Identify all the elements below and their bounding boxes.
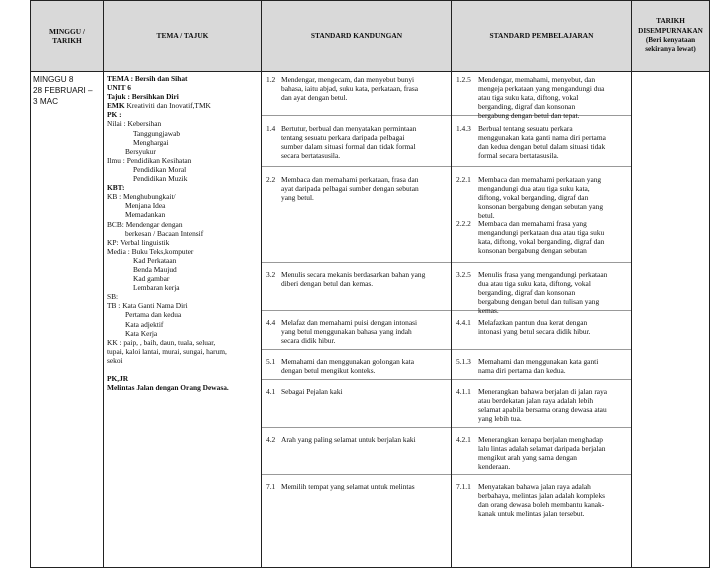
sk-item-number: 1.2 — [266, 75, 276, 84]
sk-separator — [262, 474, 451, 475]
sp-item-number: 2.2.2 — [456, 219, 471, 228]
tema-line-text: Melintas Jalan dengan Orang Dewasa. — [107, 383, 229, 393]
sp-item-number: 5.1.3 — [456, 357, 471, 366]
tema-line — [107, 138, 258, 147]
tema-line-text: SB: — [107, 292, 119, 302]
tema-line-rest: Kreativiti dan Inovatif,TMK — [124, 101, 211, 111]
sp-item-line: mengandungi perkataan dua atau tiga suku — [478, 228, 605, 238]
tema-line — [107, 283, 258, 292]
tema-line-text: PK : — [107, 110, 122, 120]
sp-item-text — [478, 124, 628, 160]
tema-line-text: berkesan / Bacaan Intensif — [125, 228, 204, 238]
tema-line — [107, 156, 258, 165]
sp-item-text — [478, 219, 628, 255]
sp-item-line: Menulis frasa yang mengandungi perkataan — [478, 270, 608, 279]
tema-line-text: Pendidikan Muzik — [133, 174, 188, 184]
header-tarikh-line-1: TARIKH — [656, 17, 685, 26]
tema-line-text: Kata Kerja — [125, 328, 158, 338]
sk-item — [266, 75, 448, 102]
header-tarikh-line-3: (Beri kenyataan — [645, 36, 696, 44]
sp-item-number: 2.2.1 — [456, 175, 471, 184]
sp-item-line: mengeja perkataan yang mengandungi dua — [478, 84, 605, 94]
sp-item-number: 3.2.5 — [456, 270, 471, 279]
tarikh-disempurnakan-cell — [632, 72, 710, 568]
sk-item-line: diberi dengan betul dan kemas. — [281, 279, 374, 289]
sk-item — [266, 318, 448, 345]
tema-line-text: EMK — [107, 101, 125, 111]
week-date-end: 3 MAC — [33, 97, 59, 106]
tema-line-text: Tanggungjawab — [133, 128, 181, 138]
sp-item — [456, 175, 628, 220]
tema-cell — [104, 72, 262, 568]
tema-line-text: Tajuk : Bersihkan Diri — [107, 92, 179, 102]
tema-line-text: Nilai : Kebersihan — [107, 119, 162, 129]
sp-separator — [452, 474, 631, 475]
sp-item — [456, 482, 628, 518]
sk-item-line: secara didik hibur. — [281, 336, 336, 346]
tema-line — [107, 383, 258, 392]
sp-item-number: 4.1.1 — [456, 387, 471, 396]
sp-item — [456, 270, 628, 315]
header-tarikh-disempurnakan — [632, 1, 710, 72]
sp-item-line: bergabung dengan betul dan tulisan yang — [478, 297, 600, 307]
tema-line-text: KB : Menghubungkait/ — [107, 192, 176, 202]
week-date-start: 28 FEBRUARI – — [33, 86, 93, 95]
sp-separator — [452, 427, 631, 428]
sk-item-line: Mendengar, mengecam, dan menyebut bunyi — [281, 75, 415, 84]
sk-item-number: 4.1 — [266, 387, 276, 396]
sp-item-text — [478, 75, 628, 120]
tema-line — [107, 365, 258, 374]
week-label: MINGGU 8 — [33, 75, 74, 84]
sp-item-line: Menerangkan kenapa berjalan menghadap — [478, 435, 603, 444]
sk-item-line: Sebagai Pejalan kaki — [281, 387, 343, 396]
sp-item-line: Membaca dan memahami perkataan yang — [478, 175, 602, 184]
tema-line — [107, 220, 258, 229]
sp-item-line: nama diri pertama dan kedua. — [478, 366, 566, 376]
tema-line — [107, 210, 258, 219]
tema-line-text: Kad Perkataan — [133, 255, 177, 265]
tema-line-text — [107, 365, 109, 374]
tema-line — [107, 320, 258, 329]
sk-separator — [262, 262, 451, 263]
tema-line-text: Ilmu : Pendidikan Kesihatan — [107, 155, 192, 165]
header-standard-pembelajaran: STANDARD PEMBELAJARAN — [452, 1, 632, 72]
sp-item-line: lalu lintas adalah selamat daripada berjalan — [478, 444, 606, 454]
sk-item-line: dan ayat dengan betul. — [281, 93, 348, 103]
tema-line-text: Kad gambar — [133, 274, 170, 284]
tema-line — [107, 338, 258, 347]
sk-separator — [262, 427, 451, 428]
tema-line-text: tupai, kaloi lantai, murai, sungai, harum, — [107, 346, 227, 356]
sp-item-line: mengandungi dua atau tiga suku kata, — [478, 184, 590, 194]
sk-item — [266, 435, 448, 444]
sk-item-number: 5.1 — [266, 357, 276, 366]
tema-line — [107, 165, 258, 174]
sk-separator — [262, 166, 451, 167]
tema-line — [107, 229, 258, 238]
sp-item-number: 4.2.1 — [456, 435, 471, 444]
sp-item-text — [478, 387, 628, 423]
sp-item — [456, 219, 628, 255]
tema-line — [107, 101, 258, 110]
sp-item-text — [478, 270, 628, 315]
sp-item-line: berganding, digraf dan konsonan — [478, 288, 576, 298]
sk-item-line: bahasa, iaitu abjad, suku kata, perkataan, frasa — [281, 84, 419, 94]
sp-item-line: kemas. — [478, 306, 499, 316]
sk-item-number: 4.2 — [266, 435, 276, 444]
sk-item-text — [281, 124, 448, 160]
tema-line — [107, 74, 258, 83]
tema-line — [107, 265, 258, 274]
sk-item-number: 3.2 — [266, 270, 276, 279]
sk-item-line: secara bertatasusila. — [281, 151, 341, 161]
sk-separator — [262, 349, 451, 350]
sk-item-line: Arah yang paling selamat untuk berjalan kaki — [281, 435, 416, 444]
sp-item-line: dan kedua dengan betul dalam situasi tidak — [478, 142, 606, 152]
sp-item-line: Mendengar, memahami, menyebut, dan — [478, 75, 596, 84]
sk-item-line: Membaca dan memahami perkataan, frasa dan — [281, 175, 419, 184]
tema-line — [107, 129, 258, 138]
sk-item-line: sumber dalam situasi formal dan tidak formal — [281, 142, 416, 152]
tema-line — [107, 92, 258, 101]
sp-item-number: 1.4.3 — [456, 124, 471, 133]
tema-line — [107, 174, 258, 183]
tema-line — [107, 310, 258, 319]
standard-pembelajaran-cell — [452, 72, 632, 568]
sp-item-line: Memahami dan menggunakan kata ganti — [478, 357, 599, 366]
sk-item — [266, 482, 448, 491]
sk-item-line: Memahami dan menggunakan golongan kata — [281, 357, 414, 366]
week-cell — [31, 72, 104, 568]
sk-separator — [262, 310, 451, 311]
header-tema-tajuk: TEMA / TAJUK — [104, 1, 262, 72]
tema-line-text: PK,JR — [107, 374, 129, 384]
sp-item-line: kanak untuk melintas jalan tersebut. — [478, 509, 585, 519]
tema-line — [107, 256, 258, 265]
tema-line — [107, 110, 258, 119]
sp-item — [456, 124, 628, 160]
tema-line-text: KBT: — [107, 183, 125, 193]
sp-item-line: dan orang dewasa boleh membantu kanak- — [478, 500, 605, 510]
sp-item-line: berganding, digraf dan konsonan — [478, 102, 576, 112]
sp-item — [456, 75, 628, 120]
tema-line — [107, 119, 258, 128]
sp-item-line: bergabung dengan betul dan tepat. — [478, 111, 580, 121]
sp-item-line: formal secara bertatasusila. — [478, 151, 559, 161]
sp-item-line: berbahaya, melintas jalan adalah kompleks — [478, 491, 606, 501]
tema-line-text: BCB: Mendengar dengan — [107, 219, 183, 229]
tema-line-text: Kata adjektif — [125, 319, 164, 329]
tema-line — [107, 83, 258, 92]
sk-item — [266, 175, 448, 202]
sp-item-line: diftong, vokal berganding, digraf dan — [478, 193, 589, 203]
sp-item-number: 7.1.1 — [456, 482, 471, 491]
sp-item — [456, 318, 628, 336]
tema-line — [107, 247, 258, 256]
tema-line — [107, 356, 258, 365]
sk-item-number: 4.4 — [266, 318, 276, 327]
sk-item-line: Memilih tempat yang selamat untuk melintas — [281, 482, 415, 491]
sk-item-line: Bertutur, berbual dan menyatakan permintaan — [281, 124, 417, 133]
lesson-plan-table — [30, 0, 710, 568]
sp-item — [456, 357, 628, 375]
header-tarikh-line-4: sekiranya lewat) — [645, 45, 696, 54]
sp-item-text — [478, 318, 628, 336]
tema-line — [107, 274, 258, 283]
header-tarikh-line-2: DISEMPURNAKAN — [638, 26, 703, 35]
sp-item-line: konsonan bergabung dengan sebutan — [478, 246, 587, 256]
sp-item-number: 1.2.5 — [456, 75, 471, 84]
sp-separator — [452, 349, 631, 350]
sp-item-text — [478, 357, 628, 375]
sk-item-line: yang betul menggunakan bahasa yang indah — [281, 327, 412, 337]
sp-separator — [452, 379, 631, 380]
sp-item-text — [478, 435, 628, 471]
sk-item-text — [281, 482, 448, 491]
sk-item-text — [281, 357, 448, 375]
tema-line-text: Menjana Idea — [125, 201, 166, 211]
header-tarikh-line: TARIKH — [52, 36, 82, 45]
tema-line — [107, 374, 258, 383]
tema-line-text: TB : Kata Ganti Nama Diri — [107, 301, 188, 311]
sp-item — [456, 435, 628, 471]
sp-item-line: atau berdekatan jalan raya adalah lebih — [478, 396, 594, 406]
tema-line-text: Pertama dan kedua — [125, 310, 182, 320]
tema-line — [107, 301, 258, 310]
sp-item — [456, 387, 628, 423]
header-minggu-tarikh — [31, 1, 104, 72]
tema-line — [107, 347, 258, 356]
sp-separator — [452, 166, 631, 167]
tema-line-text: Menghargai — [133, 137, 169, 147]
tema-line-text: TEMA : Bersih dan Sihat — [107, 74, 188, 83]
sk-item — [266, 270, 448, 288]
sp-separator — [452, 262, 631, 263]
sp-item-line: mengikut arah yang sama dengan — [478, 453, 577, 463]
sp-item-text — [478, 482, 628, 518]
sp-item-line: Melafazkan pantun dua kerat dengan — [478, 318, 588, 327]
sp-item-line: menggunakan kata ganti nama diri pertama — [478, 133, 606, 143]
sk-item-number: 7.1 — [266, 482, 276, 491]
header-minggu-line: MINGGU / — [49, 26, 85, 36]
sk-item — [266, 124, 448, 160]
tema-line — [107, 183, 258, 192]
tema-line-text: Pendidikan Moral — [133, 164, 187, 174]
sk-item-text — [281, 175, 448, 202]
sk-separator — [262, 115, 451, 116]
sp-item-line: Berbual tentang sesuatu perkara — [478, 124, 573, 133]
sk-item-line: tentang sesuatu perkara daripada pelbagai — [281, 133, 405, 143]
header-standard-kandungan: STANDARD KANDUNGAN — [262, 1, 452, 72]
sp-item-line: konsonan bergabung dengan sebutan yang — [478, 202, 604, 212]
tema-line-text: Benda Maujud — [133, 264, 177, 274]
sp-item-line: yang lebih tua. — [478, 414, 522, 424]
sp-item-line: Menyatakan bahawa jalan raya adalah — [478, 482, 591, 491]
header-row — [31, 1, 710, 72]
week-row — [31, 72, 710, 568]
sk-item-text — [281, 435, 448, 444]
sk-item-line: Menulis secara mekanis berdasarkan bahan yang — [281, 270, 426, 279]
tema-line-text: KP: Verbal linguistik — [107, 237, 170, 247]
sp-item-number: 4.4.1 — [456, 318, 471, 327]
tema-line — [107, 201, 258, 210]
sk-item-line: yang betul. — [281, 193, 314, 203]
tema-line — [107, 238, 258, 247]
sk-item — [266, 387, 448, 396]
tema-line-text: Bersyukur — [125, 146, 156, 156]
tema-line-text: Memadankan — [125, 210, 166, 220]
sk-item-text — [281, 318, 448, 345]
tema-line-text: UNIT 6 — [107, 83, 131, 93]
tema-line — [107, 292, 258, 301]
sp-item-line: selamat apabila bersama orang dewasa atau — [478, 405, 607, 415]
tema-line-text: sekoi — [107, 355, 123, 365]
tema-line — [107, 192, 258, 201]
sk-item-text — [281, 75, 448, 102]
tema-line-text: Media : Buku Teks,komputer — [107, 246, 194, 256]
sk-item-line: Melafaz dan memahami puisi dengan intonasi — [281, 318, 418, 327]
sp-item-line: kenderaan. — [478, 462, 511, 472]
standard-kandungan-cell — [262, 72, 452, 568]
sp-item-line: atau tiga suku kata, diftong, vokal — [478, 93, 579, 103]
sk-item-number: 1.4 — [266, 124, 276, 133]
sk-item-number: 2.2 — [266, 175, 276, 184]
sk-separator — [262, 379, 451, 380]
sk-item-text — [281, 387, 448, 396]
sk-item-text — [281, 270, 448, 288]
sp-item-line: betul. — [478, 211, 495, 221]
tema-line-text: KK : paip, , baih, daun, tuala, seluar, — [107, 337, 216, 347]
tema-line-text: Lembaran kerja — [133, 283, 180, 293]
sk-item-line: dengan betul mengikut konteks. — [281, 366, 376, 376]
sk-item-line: ayat daripada pelbagai sumber dengan sebutan — [281, 184, 419, 194]
sp-item-line: Menerangkan bahawa berjalan di jalan raya — [478, 387, 608, 396]
sp-item-line: kata, diftong, vokal berganding, digraf dan — [478, 237, 605, 247]
sp-item-line: intonasi yang betul secara didik hibur. — [478, 327, 591, 337]
sk-item — [266, 357, 448, 375]
tema-line — [107, 147, 258, 156]
sp-item-line: Membaca dan memahami frasa yang — [478, 219, 587, 228]
sp-item-text — [478, 175, 628, 220]
tema-line — [107, 329, 258, 338]
sp-item-line: dua atau tiga suku kata, diftong, vokal — [478, 279, 591, 289]
